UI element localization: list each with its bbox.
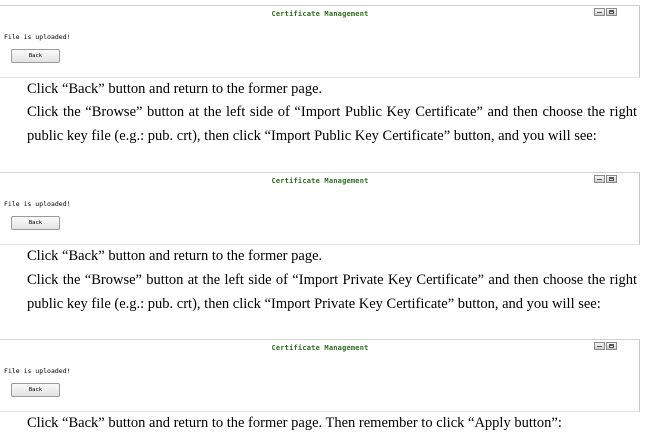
upload-message: File is uploaded! (4, 33, 71, 41)
instruction-paragraph-2: Click the “Browse” button at the left side of “Import Public Key Certificate” and then choose the right public key file (e.g.: pub. crt), then click “Import Public Key Certificate” button, and you will see: (27, 104, 637, 144)
window-controls (594, 175, 617, 183)
maximize-icon[interactable] (606, 175, 617, 183)
minimize-icon[interactable] (594, 8, 605, 16)
instruction-paragraph-4: Click the “Browse” button at the left side of “Import Private Key Certificate” and then choose the right public key file (e.g.: pub. crt), then click “Import Private Key Certificate” button, and you will see: (27, 272, 637, 312)
back-button[interactable]: Back (11, 49, 60, 63)
back-button[interactable]: Back (11, 216, 60, 230)
window-controls (594, 8, 617, 16)
upload-message: File is uploaded! (4, 367, 71, 375)
screenshot-title: Certificate Management (271, 10, 369, 18)
instruction-paragraph-3: Click “Back” button and return to the former page. (27, 248, 323, 264)
window-controls (594, 342, 617, 350)
maximize-icon[interactable] (606, 8, 617, 16)
screenshot-title: Certificate Management (271, 344, 369, 352)
certificate-screenshot-2 (0, 172, 640, 245)
instruction-paragraph-1: Click “Back” button and return to the former page. (27, 81, 323, 97)
screenshot-title: Certificate Management (271, 177, 369, 185)
upload-message: File is uploaded! (4, 200, 71, 208)
certificate-screenshot-3 (0, 339, 640, 412)
certificate-screenshot-1 (0, 5, 640, 78)
minimize-icon[interactable] (594, 175, 605, 183)
minimize-icon[interactable] (594, 342, 605, 350)
instruction-paragraph-5: Click “Back” button and return to the former page. Then remember to click “Apply button”: (27, 415, 562, 431)
maximize-icon[interactable] (606, 342, 617, 350)
back-button[interactable]: Back (11, 383, 60, 397)
